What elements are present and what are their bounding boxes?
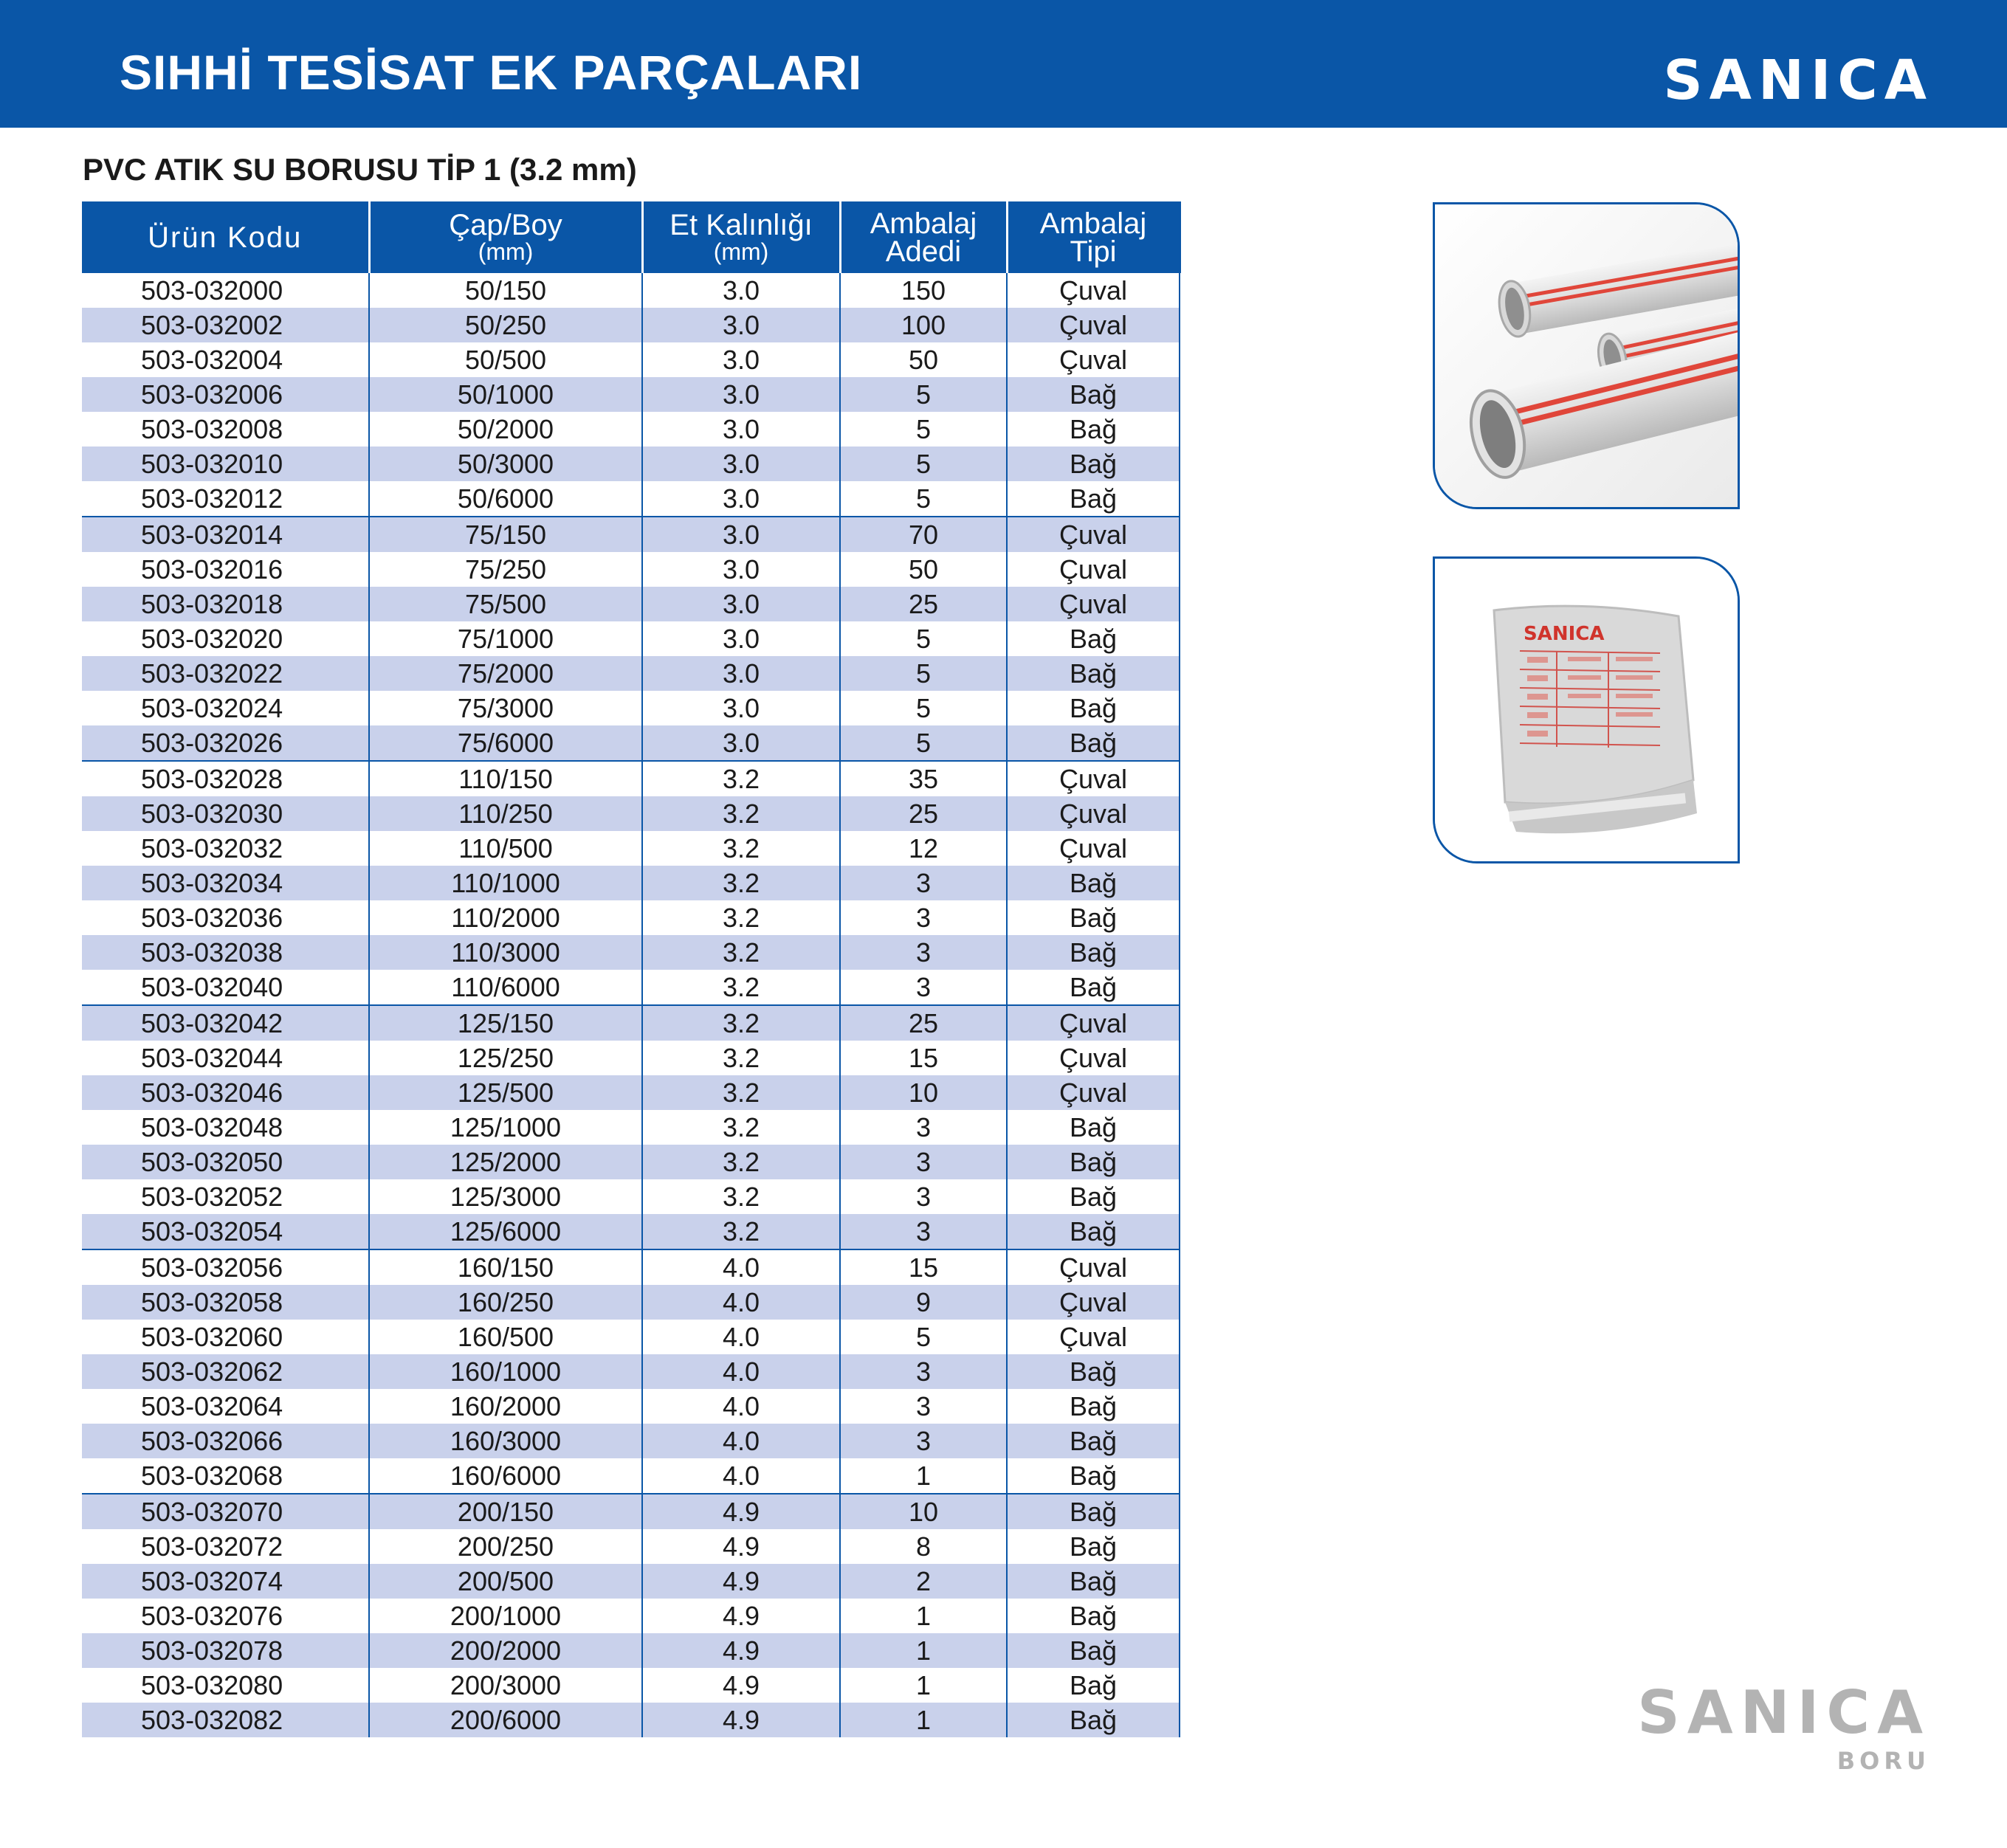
- table-row: [82, 796, 1180, 831]
- cell-diameter-length: 125/500: [369, 1075, 642, 1110]
- cell-product-code: 503-032066: [82, 1424, 369, 1458]
- cell-package-quantity: 5: [840, 725, 1007, 761]
- cell-wall-thickness: 3.0: [642, 552, 840, 587]
- column-header-diameter-length: Çap/Boy (mm): [369, 201, 642, 273]
- cell-package-quantity: 50: [840, 552, 1007, 587]
- cell-diameter-length: 50/6000: [369, 481, 642, 517]
- cell-wall-thickness: 4.0: [642, 1424, 840, 1458]
- cell-package-quantity: 1: [840, 1703, 1007, 1737]
- cell-diameter-length: 160/1000: [369, 1354, 642, 1389]
- product-table-container: [82, 201, 1180, 1737]
- cell-product-code: 503-032016: [82, 552, 369, 587]
- table-row: [82, 1389, 1180, 1424]
- cell-package-quantity: 3: [840, 1424, 1007, 1458]
- column-header-package-type: Ambalaj Tipi: [1007, 201, 1180, 273]
- cell-wall-thickness: 3.0: [642, 587, 840, 621]
- cell-package-quantity: 3: [840, 866, 1007, 900]
- cell-wall-thickness: 4.0: [642, 1249, 840, 1285]
- cell-diameter-length: 50/500: [369, 342, 642, 377]
- cell-product-code: 503-032032: [82, 831, 369, 866]
- cell-package-quantity: 5: [840, 447, 1007, 481]
- cell-diameter-length: 75/6000: [369, 725, 642, 761]
- cell-package-type: Çuval: [1007, 761, 1180, 796]
- table-row: [82, 447, 1180, 481]
- cell-diameter-length: 200/3000: [369, 1668, 642, 1703]
- cell-product-code: 503-032058: [82, 1285, 369, 1320]
- cell-package-type: Bağ: [1007, 1179, 1180, 1214]
- table-row: [82, 342, 1180, 377]
- table-row: [82, 1110, 1180, 1145]
- cell-package-type: Çuval: [1007, 308, 1180, 342]
- table-row: [82, 970, 1180, 1005]
- cell-diameter-length: 110/150: [369, 761, 642, 796]
- cell-package-type: Bağ: [1007, 1703, 1180, 1737]
- cell-diameter-length: 200/2000: [369, 1633, 642, 1668]
- cell-wall-thickness: 3.0: [642, 447, 840, 481]
- cell-product-code: 503-032070: [82, 1494, 369, 1529]
- cell-package-type: Bağ: [1007, 412, 1180, 447]
- cell-package-quantity: 5: [840, 481, 1007, 517]
- table-row: [82, 412, 1180, 447]
- cell-product-code: 503-032010: [82, 447, 369, 481]
- cell-product-code: 503-032052: [82, 1179, 369, 1214]
- cell-package-type: Bağ: [1007, 1354, 1180, 1389]
- bag-brand-label: SANICA: [1524, 623, 1605, 645]
- cell-package-quantity: 35: [840, 761, 1007, 796]
- cell-package-type: Bağ: [1007, 1145, 1180, 1179]
- cell-package-type: Çuval: [1007, 796, 1180, 831]
- bag-package-photo: [1433, 556, 1740, 863]
- cell-diameter-length: 110/6000: [369, 970, 642, 1005]
- cell-product-code: 503-032076: [82, 1599, 369, 1633]
- footer-brand: SANICA: [1637, 1678, 1930, 1747]
- pipe-product-photo: [1433, 202, 1740, 509]
- cell-package-type: Çuval: [1007, 273, 1180, 308]
- cell-package-quantity: 8: [840, 1529, 1007, 1564]
- table-row: [82, 621, 1180, 656]
- cell-diameter-length: 50/150: [369, 273, 642, 308]
- cell-product-code: 503-032050: [82, 1145, 369, 1179]
- cell-diameter-length: 75/1000: [369, 621, 642, 656]
- cell-package-quantity: 5: [840, 377, 1007, 412]
- table-row: [82, 1529, 1180, 1564]
- cell-product-code: 503-032026: [82, 725, 369, 761]
- pvc-pipes-image: [1435, 204, 1738, 507]
- cell-diameter-length: 125/250: [369, 1041, 642, 1075]
- table-row: [82, 1633, 1180, 1668]
- table-row: [82, 517, 1180, 552]
- cell-package-quantity: 1: [840, 1599, 1007, 1633]
- cell-wall-thickness: 3.2: [642, 1075, 840, 1110]
- cell-diameter-length: 200/1000: [369, 1599, 642, 1633]
- cell-wall-thickness: 4.9: [642, 1529, 840, 1564]
- cell-product-code: 503-032000: [82, 273, 369, 308]
- cell-product-code: 503-032074: [82, 1564, 369, 1599]
- cell-diameter-length: 75/2000: [369, 656, 642, 691]
- cell-wall-thickness: 4.9: [642, 1599, 840, 1633]
- cell-wall-thickness: 4.9: [642, 1703, 840, 1737]
- cell-wall-thickness: 3.0: [642, 725, 840, 761]
- table-row: [82, 1041, 1180, 1075]
- cell-diameter-length: 200/6000: [369, 1703, 642, 1737]
- cell-wall-thickness: 4.0: [642, 1458, 840, 1494]
- table-row: [82, 1668, 1180, 1703]
- cell-wall-thickness: 3.0: [642, 481, 840, 517]
- cell-diameter-length: 110/250: [369, 796, 642, 831]
- cell-diameter-length: 200/250: [369, 1529, 642, 1564]
- table-header-row: [82, 201, 1180, 273]
- table-row: [82, 900, 1180, 935]
- cell-package-type: Bağ: [1007, 1599, 1180, 1633]
- table-row: [82, 761, 1180, 796]
- table-row: [82, 656, 1180, 691]
- cell-package-type: Bağ: [1007, 447, 1180, 481]
- cell-diameter-length: 160/500: [369, 1320, 642, 1354]
- cell-package-quantity: 3: [840, 1145, 1007, 1179]
- cell-wall-thickness: 3.0: [642, 377, 840, 412]
- pipe-bag-image: [1435, 559, 1738, 861]
- cell-product-code: 503-032008: [82, 412, 369, 447]
- column-header-wall-thickness: Et Kalınlığı (mm): [642, 201, 840, 273]
- cell-package-quantity: 25: [840, 796, 1007, 831]
- cell-wall-thickness: 3.0: [642, 412, 840, 447]
- cell-wall-thickness: 3.2: [642, 970, 840, 1005]
- cell-package-type: Bağ: [1007, 1424, 1180, 1458]
- cell-wall-thickness: 3.0: [642, 273, 840, 308]
- cell-package-quantity: 5: [840, 1320, 1007, 1354]
- table-body: [82, 273, 1180, 1737]
- cell-wall-thickness: 4.9: [642, 1494, 840, 1529]
- cell-package-quantity: 150: [840, 273, 1007, 308]
- cell-product-code: 503-032006: [82, 377, 369, 412]
- cell-package-type: Bağ: [1007, 1529, 1180, 1564]
- table-row: [82, 552, 1180, 587]
- cell-product-code: 503-032004: [82, 342, 369, 377]
- cell-package-quantity: 3: [840, 1389, 1007, 1424]
- cell-diameter-length: 75/3000: [369, 691, 642, 725]
- cell-product-code: 503-032078: [82, 1633, 369, 1668]
- cell-product-code: 503-032082: [82, 1703, 369, 1737]
- cell-package-type: Bağ: [1007, 377, 1180, 412]
- cell-wall-thickness: 3.2: [642, 1214, 840, 1249]
- cell-diameter-length: 125/1000: [369, 1110, 642, 1145]
- cell-wall-thickness: 3.2: [642, 935, 840, 970]
- cell-package-type: Çuval: [1007, 517, 1180, 552]
- cell-package-quantity: 12: [840, 831, 1007, 866]
- table-row: [82, 1354, 1180, 1389]
- cell-package-quantity: 3: [840, 1214, 1007, 1249]
- cell-package-type: Bağ: [1007, 1389, 1180, 1424]
- table-row: [82, 1214, 1180, 1249]
- cell-package-type: Bağ: [1007, 1494, 1180, 1529]
- cell-diameter-length: 75/250: [369, 552, 642, 587]
- cell-package-quantity: 15: [840, 1041, 1007, 1075]
- table-row: [82, 1249, 1180, 1285]
- cell-package-type: Bağ: [1007, 1110, 1180, 1145]
- cell-package-quantity: 1: [840, 1633, 1007, 1668]
- cell-wall-thickness: 3.0: [642, 517, 840, 552]
- cell-package-quantity: 2: [840, 1564, 1007, 1599]
- cell-product-code: 503-032040: [82, 970, 369, 1005]
- cell-product-code: 503-032012: [82, 481, 369, 517]
- cell-product-code: 503-032044: [82, 1041, 369, 1075]
- cell-package-type: Çuval: [1007, 587, 1180, 621]
- cell-product-code: 503-032064: [82, 1389, 369, 1424]
- cell-wall-thickness: 3.2: [642, 796, 840, 831]
- table-row: [82, 1564, 1180, 1599]
- cell-product-code: 503-032024: [82, 691, 369, 725]
- header-banner: [0, 0, 2007, 128]
- cell-wall-thickness: 4.0: [642, 1285, 840, 1320]
- cell-package-type: Bağ: [1007, 725, 1180, 761]
- cell-diameter-length: 160/2000: [369, 1389, 642, 1424]
- brand-logo: SANICA: [1663, 49, 1933, 112]
- cell-wall-thickness: 3.2: [642, 1179, 840, 1214]
- cell-package-quantity: 3: [840, 935, 1007, 970]
- cell-package-quantity: 25: [840, 1005, 1007, 1041]
- cell-product-code: 503-032062: [82, 1354, 369, 1389]
- cell-package-quantity: 50: [840, 342, 1007, 377]
- cell-package-type: Çuval: [1007, 831, 1180, 866]
- cell-product-code: 503-032022: [82, 656, 369, 691]
- cell-package-quantity: 3: [840, 1179, 1007, 1214]
- cell-package-type: Çuval: [1007, 1005, 1180, 1041]
- cell-wall-thickness: 3.2: [642, 900, 840, 935]
- cell-wall-thickness: 4.9: [642, 1633, 840, 1668]
- table-row: [82, 1285, 1180, 1320]
- table-row: [82, 691, 1180, 725]
- cell-product-code: 503-032020: [82, 621, 369, 656]
- cell-diameter-length: 125/3000: [369, 1179, 642, 1214]
- cell-wall-thickness: 3.2: [642, 1145, 840, 1179]
- cell-diameter-length: 110/3000: [369, 935, 642, 970]
- cell-product-code: 503-032054: [82, 1214, 369, 1249]
- section-title: PVC ATIK SU BORUSU TİP 1 (3.2 mm): [83, 152, 637, 187]
- cell-product-code: 503-032014: [82, 517, 369, 552]
- cell-diameter-length: 160/150: [369, 1249, 642, 1285]
- cell-package-quantity: 10: [840, 1075, 1007, 1110]
- cell-wall-thickness: 3.2: [642, 831, 840, 866]
- table-row: [82, 273, 1180, 308]
- cell-wall-thickness: 3.2: [642, 1110, 840, 1145]
- cell-package-type: Bağ: [1007, 1668, 1180, 1703]
- cell-product-code: 503-032036: [82, 900, 369, 935]
- cell-diameter-length: 200/500: [369, 1564, 642, 1599]
- cell-diameter-length: 125/2000: [369, 1145, 642, 1179]
- cell-diameter-length: 160/250: [369, 1285, 642, 1320]
- table-row: [82, 1424, 1180, 1458]
- cell-wall-thickness: 3.2: [642, 761, 840, 796]
- table-row: [82, 481, 1180, 517]
- cell-product-code: 503-032060: [82, 1320, 369, 1354]
- table-row: [82, 308, 1180, 342]
- cell-wall-thickness: 3.2: [642, 1005, 840, 1041]
- cell-product-code: 503-032028: [82, 761, 369, 796]
- cell-package-quantity: 1: [840, 1668, 1007, 1703]
- cell-package-type: Bağ: [1007, 970, 1180, 1005]
- column-header-product-code: Ürün Kodu: [82, 201, 369, 273]
- footer-brand-sub: BORU: [1836, 1747, 1930, 1775]
- cell-diameter-length: 50/3000: [369, 447, 642, 481]
- cell-diameter-length: 110/2000: [369, 900, 642, 935]
- cell-diameter-length: 75/500: [369, 587, 642, 621]
- cell-package-type: Çuval: [1007, 552, 1180, 587]
- cell-product-code: 503-032038: [82, 935, 369, 970]
- cell-package-type: Çuval: [1007, 1249, 1180, 1285]
- cell-wall-thickness: 4.0: [642, 1389, 840, 1424]
- cell-package-type: Bağ: [1007, 1214, 1180, 1249]
- cell-wall-thickness: 3.0: [642, 656, 840, 691]
- cell-package-quantity: 5: [840, 691, 1007, 725]
- cell-wall-thickness: 3.0: [642, 308, 840, 342]
- product-table: [82, 201, 1181, 1737]
- cell-package-type: Bağ: [1007, 656, 1180, 691]
- cell-package-quantity: 5: [840, 656, 1007, 691]
- cell-package-quantity: 10: [840, 1494, 1007, 1529]
- table-row: [82, 935, 1180, 970]
- cell-product-code: 503-032046: [82, 1075, 369, 1110]
- cell-wall-thickness: 3.2: [642, 866, 840, 900]
- cell-wall-thickness: 4.9: [642, 1668, 840, 1703]
- cell-product-code: 503-032030: [82, 796, 369, 831]
- cell-diameter-length: 110/1000: [369, 866, 642, 900]
- cell-package-quantity: 5: [840, 412, 1007, 447]
- table-row: [82, 1179, 1180, 1214]
- column-header-package-quantity: Ambalaj Adedi: [840, 201, 1007, 273]
- cell-diameter-length: 50/2000: [369, 412, 642, 447]
- cell-package-quantity: 5: [840, 621, 1007, 656]
- cell-diameter-length: 160/6000: [369, 1458, 642, 1494]
- cell-package-quantity: 1: [840, 1458, 1007, 1494]
- cell-package-quantity: 3: [840, 970, 1007, 1005]
- cell-product-code: 503-032034: [82, 866, 369, 900]
- cell-product-code: 503-032072: [82, 1529, 369, 1564]
- cell-diameter-length: 75/150: [369, 517, 642, 552]
- cell-wall-thickness: 4.0: [642, 1354, 840, 1389]
- cell-package-type: Çuval: [1007, 1075, 1180, 1110]
- cell-package-quantity: 100: [840, 308, 1007, 342]
- cell-package-quantity: 9: [840, 1285, 1007, 1320]
- cell-product-code: 503-032042: [82, 1005, 369, 1041]
- cell-package-type: Çuval: [1007, 1041, 1180, 1075]
- cell-product-code: 503-032002: [82, 308, 369, 342]
- page-title: SIHHİ TESİSAT EK PARÇALARI: [120, 45, 863, 100]
- table-row: [82, 866, 1180, 900]
- table-row: [82, 1599, 1180, 1633]
- table-row: [82, 1458, 1180, 1494]
- cell-diameter-length: 125/150: [369, 1005, 642, 1041]
- cell-package-quantity: 3: [840, 900, 1007, 935]
- table-row: [82, 1145, 1180, 1179]
- cell-package-quantity: 70: [840, 517, 1007, 552]
- table-row: [82, 1005, 1180, 1041]
- cell-package-type: Bağ: [1007, 1458, 1180, 1494]
- cell-diameter-length: 160/3000: [369, 1424, 642, 1458]
- cell-package-quantity: 3: [840, 1110, 1007, 1145]
- cell-diameter-length: 50/250: [369, 308, 642, 342]
- table-row: [82, 831, 1180, 866]
- table-row: [82, 377, 1180, 412]
- cell-package-type: Çuval: [1007, 1320, 1180, 1354]
- table-row: [82, 1703, 1180, 1737]
- cell-diameter-length: 110/500: [369, 831, 642, 866]
- table-row: [82, 725, 1180, 761]
- cell-wall-thickness: 3.2: [642, 1041, 840, 1075]
- cell-package-type: Bağ: [1007, 691, 1180, 725]
- table-row: [82, 1320, 1180, 1354]
- cell-package-quantity: 15: [840, 1249, 1007, 1285]
- cell-product-code: 503-032056: [82, 1249, 369, 1285]
- cell-wall-thickness: 3.0: [642, 691, 840, 725]
- cell-package-quantity: 3: [840, 1354, 1007, 1389]
- cell-diameter-length: 50/1000: [369, 377, 642, 412]
- cell-package-type: Bağ: [1007, 900, 1180, 935]
- cell-wall-thickness: 4.9: [642, 1564, 840, 1599]
- cell-product-code: 503-032018: [82, 587, 369, 621]
- cell-package-type: Çuval: [1007, 342, 1180, 377]
- cell-diameter-length: 125/6000: [369, 1214, 642, 1249]
- cell-wall-thickness: 3.0: [642, 342, 840, 377]
- cell-package-type: Bağ: [1007, 481, 1180, 517]
- cell-package-type: Bağ: [1007, 621, 1180, 656]
- cell-product-code: 503-032068: [82, 1458, 369, 1494]
- table-row: [82, 1494, 1180, 1529]
- cell-wall-thickness: 3.0: [642, 621, 840, 656]
- cell-package-type: Çuval: [1007, 1285, 1180, 1320]
- cell-package-type: Bağ: [1007, 935, 1180, 970]
- cell-product-code: 503-032080: [82, 1668, 369, 1703]
- cell-package-type: Bağ: [1007, 1564, 1180, 1599]
- cell-wall-thickness: 4.0: [642, 1320, 840, 1354]
- cell-diameter-length: 200/150: [369, 1494, 642, 1529]
- cell-package-quantity: 25: [840, 587, 1007, 621]
- table-row: [82, 1075, 1180, 1110]
- footer-logo: [1637, 1678, 1930, 1775]
- cell-product-code: 503-032048: [82, 1110, 369, 1145]
- table-row: [82, 587, 1180, 621]
- cell-package-type: Bağ: [1007, 1633, 1180, 1668]
- cell-package-type: Bağ: [1007, 866, 1180, 900]
